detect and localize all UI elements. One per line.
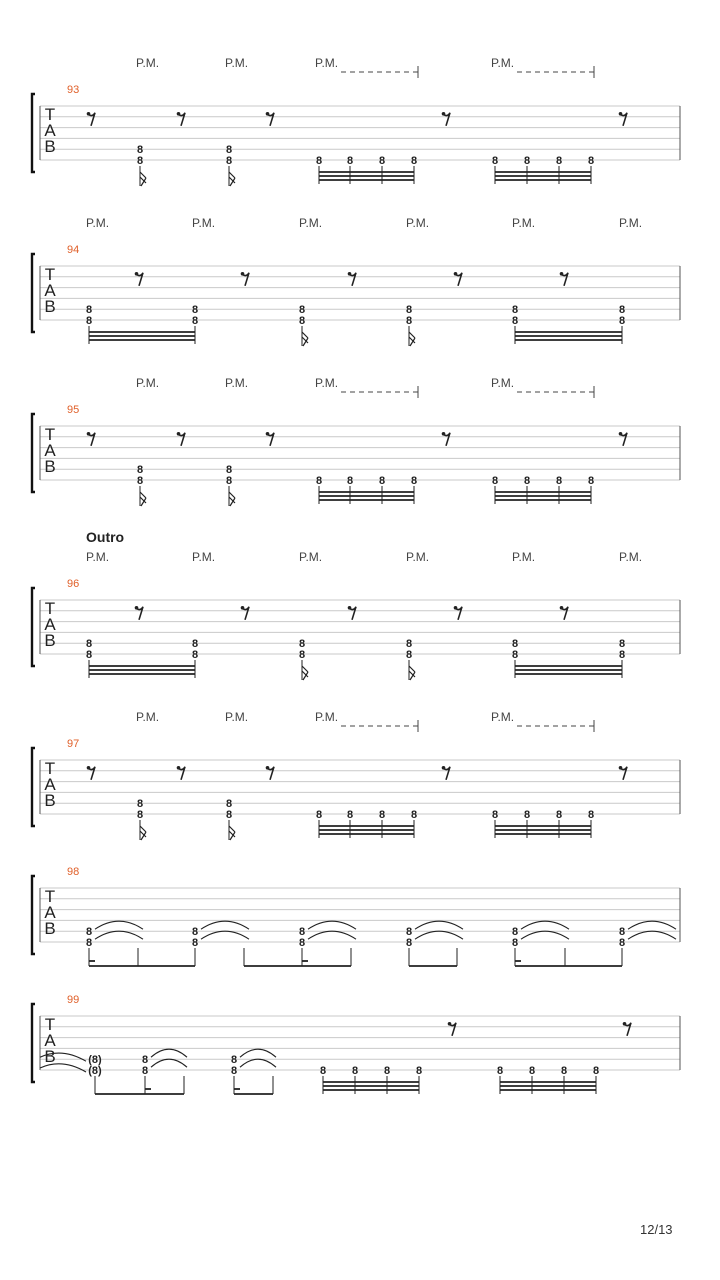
tab-note-number: 8 (85, 926, 93, 939)
tab-note-number: 8 (191, 638, 199, 651)
tab-note-number: 8 (528, 1065, 536, 1077)
tab-note-number: 8 (555, 155, 563, 167)
eighth-rest-dot (442, 432, 446, 436)
tie-arc (95, 931, 143, 939)
tab-note-number: 8 (225, 464, 233, 477)
tab-note-number: 8 (85, 649, 93, 661)
eighth-rest-dot (348, 272, 352, 276)
tab-note-number: 8 (346, 155, 354, 167)
tab-clef-letter: T (44, 759, 56, 778)
tab-note-number: 8 (410, 155, 418, 167)
tab-note-number: 8 (405, 937, 413, 949)
tie-arc (201, 921, 249, 929)
palm-mute-label: P.M. (136, 56, 160, 70)
tab-note-number: 8 (511, 937, 519, 949)
sixteenth-flag (229, 172, 235, 186)
eighth-rest-dot (448, 1022, 452, 1026)
tab-note-number: 8 (191, 315, 199, 327)
sixteenth-flag (229, 826, 235, 840)
palm-mute-label: P.M. (192, 550, 216, 564)
tab-note-number: 8 (405, 926, 413, 939)
tab-note-number: 8 (315, 809, 323, 821)
palm-mute-label: P.M. (315, 56, 339, 70)
tab-note-number: 8 (523, 155, 531, 167)
sixteenth-flag (302, 332, 308, 346)
tab-clef-letter: T (44, 105, 56, 124)
palm-mute-label: P.M. (136, 376, 160, 390)
eighth-rest-dot (135, 606, 139, 610)
tab-note-number: 8 (405, 304, 413, 317)
system-bracket (32, 94, 35, 172)
tab-note-number: 8 (136, 144, 144, 157)
tie-arc (151, 1049, 187, 1057)
eighth-rest-dot (454, 606, 458, 610)
tab-note-number: 8 (191, 304, 199, 317)
eighth-rest-dot (442, 766, 446, 770)
tab-clef-letter: B (44, 297, 56, 316)
measure-number: 96 (67, 578, 80, 590)
tab-note-number: 8 (351, 1065, 359, 1077)
tab-note-number: 8 (491, 809, 499, 821)
tab-clef-letter: A (44, 1031, 56, 1050)
page-number: 12/13 (640, 1222, 673, 1237)
tab-clef-letter: A (44, 615, 56, 634)
tab-note-number: 8 (555, 475, 563, 487)
palm-mute-label: P.M. (512, 216, 536, 230)
eighth-rest-dot (442, 112, 446, 116)
tab-note-number: 8 (618, 926, 626, 939)
tab-note-number: 8 (587, 155, 595, 167)
tab-note-number: 8 (319, 1065, 327, 1077)
tab-note-number: 8 (511, 315, 519, 327)
system-bracket (32, 748, 35, 826)
palm-mute-label: P.M. (192, 216, 216, 230)
sixteenth-flag (302, 666, 308, 680)
tab-note-number: 8 (230, 1065, 238, 1077)
tab-note-number: 8 (618, 638, 626, 651)
tie-arc (40, 1064, 86, 1072)
tie-arc (628, 921, 676, 929)
palm-mute-label: P.M. (315, 710, 339, 724)
tab-note-number: 8 (592, 1065, 600, 1077)
tab-clef-letter: B (44, 1047, 56, 1066)
tab-note-number: 8 (85, 315, 93, 327)
tab-note-number: 8 (560, 1065, 568, 1077)
palm-mute-label: P.M. (491, 710, 515, 724)
tab-note-number: 8 (378, 475, 386, 487)
tie-arc (240, 1049, 276, 1057)
tab-clef-letter: B (44, 137, 56, 156)
tab-note-number: 8 (491, 475, 499, 487)
palm-mute-label: P.M. (315, 376, 339, 390)
sixteenth-flag (229, 492, 235, 506)
eighth-rest-dot (560, 606, 564, 610)
eighth-rest-dot (87, 432, 91, 436)
tab-note-number: 8 (415, 1065, 423, 1077)
palm-mute-label: P.M. (225, 376, 249, 390)
tab-clef-letter: T (44, 887, 56, 906)
eighth-rest-dot (241, 272, 245, 276)
palm-mute-label: P.M. (299, 550, 323, 564)
tab-note-number: 8 (136, 464, 144, 477)
tab-note-number: 8 (298, 649, 306, 661)
eighth-rest-dot (266, 432, 270, 436)
tab-note-number: 8 (315, 475, 323, 487)
tab-note-number: 8 (298, 638, 306, 651)
tab-note-number: 8 (136, 798, 144, 811)
tab-clef-letter: T (44, 1015, 56, 1034)
eighth-rest-dot (177, 432, 181, 436)
tie-arc (240, 1059, 276, 1067)
palm-mute-label: P.M. (225, 710, 249, 724)
eighth-rest-dot (619, 766, 623, 770)
palm-mute-label: P.M. (491, 56, 515, 70)
measure-number: 94 (67, 244, 80, 256)
tab-note-number: 8 (587, 809, 595, 821)
tab-note-number: 8 (618, 937, 626, 949)
tie-arc (628, 931, 676, 939)
tab-clef-letter: T (44, 425, 56, 444)
tab-clef-letter: A (44, 903, 56, 922)
tab-note-number: 8 (298, 937, 306, 949)
tab-note-number: 8 (136, 155, 144, 167)
sixteenth-flag (409, 332, 415, 346)
tab-note-number: 8 (346, 475, 354, 487)
tab-note-number: 8 (315, 155, 323, 167)
tab-note-number: 8 (491, 155, 499, 167)
eighth-rest-dot (619, 112, 623, 116)
tab-note-number: 8 (511, 638, 519, 651)
section-label: Outro (86, 529, 125, 545)
tab-note-number: 8 (141, 1065, 149, 1077)
eighth-rest-dot (623, 1022, 627, 1026)
tie-arc (201, 931, 249, 939)
tab-clef-letter: B (44, 457, 56, 476)
palm-mute-label: P.M. (86, 550, 110, 564)
tie-arc (521, 921, 569, 929)
tab-note-number: 8 (511, 304, 519, 317)
tab-note-number: 8 (618, 649, 626, 661)
eighth-rest-dot (619, 432, 623, 436)
sixteenth-flag (409, 666, 415, 680)
tab-note-number: 8 (555, 809, 563, 821)
tab-note-number: 8 (230, 1054, 238, 1067)
tab-note-number: 8 (405, 649, 413, 661)
tab-note-number: 8 (298, 315, 306, 327)
system-bracket (32, 1004, 35, 1082)
tab-note-number: 8 (405, 638, 413, 651)
palm-mute-label: P.M. (406, 216, 430, 230)
tab-note-number: 8 (85, 937, 93, 949)
eighth-rest-dot (560, 272, 564, 276)
tab-clef-letter: A (44, 775, 56, 794)
tab-note-number: 8 (191, 926, 199, 939)
tab-note-number: 8 (85, 638, 93, 651)
palm-mute-label: P.M. (299, 216, 323, 230)
tab-note-number: 8 (346, 809, 354, 821)
eighth-rest-dot (454, 272, 458, 276)
tab-clef-letter: B (44, 919, 56, 938)
eighth-rest-dot (266, 766, 270, 770)
tab-note-number: 8 (511, 926, 519, 939)
tab-clef-letter: A (44, 441, 56, 460)
tab-note-number: 8 (511, 649, 519, 661)
system-bracket (32, 876, 35, 954)
tab-clef-letter: T (44, 265, 56, 284)
tab-note-number: 8 (618, 315, 626, 327)
eighth-rest-dot (177, 766, 181, 770)
tie-arc (415, 921, 463, 929)
palm-mute-label: P.M. (136, 710, 160, 724)
tab-note-number: 8 (225, 809, 233, 821)
tie-arc (521, 931, 569, 939)
system-bracket (32, 414, 35, 492)
measure-number: 99 (67, 994, 80, 1006)
tab-note-number: 8 (225, 155, 233, 167)
tab-note-number: 8 (410, 475, 418, 487)
eighth-rest-dot (348, 606, 352, 610)
tab-note-number: 8 (85, 304, 93, 317)
tab-note-number: 8 (136, 809, 144, 821)
tab-note-number: 8 (298, 926, 306, 939)
tab-note-number: 8 (141, 1054, 149, 1067)
palm-mute-label: P.M. (619, 550, 643, 564)
palm-mute-label: P.M. (491, 376, 515, 390)
tab-note-number: 8 (618, 304, 626, 317)
tab-note-number: 8 (136, 475, 144, 487)
system-bracket (32, 588, 35, 666)
tab-clef-letter: T (44, 599, 56, 618)
tab-note-number: 8 (298, 304, 306, 317)
sixteenth-flag (140, 172, 146, 186)
eighth-rest-dot (135, 272, 139, 276)
tab-note-number: (8) (88, 1054, 102, 1067)
tie-arc (308, 921, 356, 929)
eighth-rest-dot (87, 112, 91, 116)
tab-note-number: 8 (410, 809, 418, 821)
sixteenth-flag (140, 826, 146, 840)
tie-arc (415, 931, 463, 939)
tab-note-number: 8 (191, 649, 199, 661)
palm-mute-label: P.M. (406, 550, 430, 564)
measure-number: 97 (67, 738, 80, 750)
tab-note-number: (8) (88, 1065, 102, 1077)
tab-note-number: 8 (225, 798, 233, 811)
tab-clef-letter: A (44, 281, 56, 300)
tab-note-number: 8 (225, 144, 233, 157)
tab-note-number: 8 (587, 475, 595, 487)
eighth-rest-dot (241, 606, 245, 610)
measure-number: 98 (67, 866, 80, 878)
tie-arc (308, 931, 356, 939)
measure-number: 95 (67, 404, 80, 416)
tab-note-number: 8 (378, 809, 386, 821)
tab-clef-letter: B (44, 631, 56, 650)
sixteenth-flag (140, 492, 146, 506)
tab-note-number: 8 (523, 809, 531, 821)
palm-mute-label: P.M. (619, 216, 643, 230)
eighth-rest-dot (177, 112, 181, 116)
tab-note-number: 8 (378, 155, 386, 167)
tab-note-number: 8 (225, 475, 233, 487)
tie-arc (95, 921, 143, 929)
tab-note-number: 8 (496, 1065, 504, 1077)
tie-arc (151, 1059, 187, 1067)
tab-note-number: 8 (191, 937, 199, 949)
tab-clef-letter: B (44, 791, 56, 810)
palm-mute-label: P.M. (512, 550, 536, 564)
measure-number: 93 (67, 84, 80, 96)
system-bracket (32, 254, 35, 332)
eighth-rest-dot (266, 112, 270, 116)
tab-clef-letter: A (44, 121, 56, 140)
eighth-rest-dot (87, 766, 91, 770)
tab-note-number: 8 (523, 475, 531, 487)
tab-note-number: 8 (383, 1065, 391, 1077)
palm-mute-label: P.M. (86, 216, 110, 230)
palm-mute-label: P.M. (225, 56, 249, 70)
tab-note-number: 8 (405, 315, 413, 327)
